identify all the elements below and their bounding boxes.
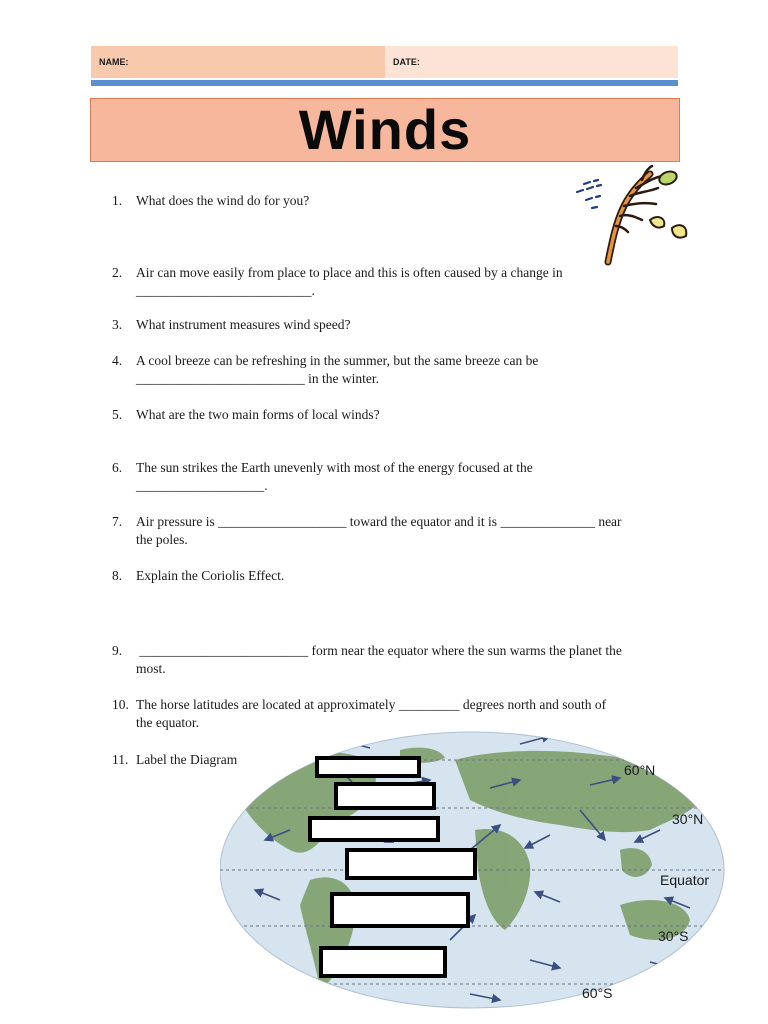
question-number: 4. bbox=[112, 353, 123, 368]
answer-blank[interactable]: ___________________. bbox=[136, 478, 268, 493]
question-text: What are the two main forms of local winds? bbox=[136, 407, 380, 422]
diagram-label-box-2[interactable] bbox=[334, 782, 436, 810]
question-text-continued: the poles. bbox=[136, 532, 188, 547]
header-divider bbox=[91, 80, 678, 86]
question-number: 6. bbox=[112, 460, 123, 475]
latitude-label-equator: Equator bbox=[660, 872, 710, 888]
wind-map-diagram bbox=[220, 730, 726, 1015]
question-text: What instrument measures wind speed? bbox=[136, 317, 351, 332]
page-title: Winds bbox=[298, 98, 472, 161]
question-number: 2. bbox=[112, 265, 123, 280]
windy-tree-icon bbox=[572, 162, 692, 266]
question-text: Air can move easily from place to place and this is often caused by a change in bbox=[136, 265, 563, 280]
diagram-label-box-6[interactable] bbox=[319, 946, 447, 978]
answer-blank[interactable]: _________________________ in the winter. bbox=[136, 371, 379, 386]
date-label: DATE: bbox=[393, 57, 420, 67]
question-text-continued: most. bbox=[136, 661, 166, 676]
question-number: 9. bbox=[112, 643, 123, 658]
question-text: The sun strikes the Earth unevenly with most of the energy focused at the bbox=[136, 460, 533, 475]
diagram-label-box-3[interactable] bbox=[308, 816, 440, 842]
diagram-label-box-5[interactable] bbox=[330, 892, 470, 928]
question-text-continued: the equator. bbox=[136, 715, 199, 730]
name-label: NAME: bbox=[99, 57, 129, 67]
question-text: Label the Diagram bbox=[136, 752, 238, 767]
question-text[interactable]: The horse latitudes are located at approximately _________ degrees north and south of bbox=[136, 697, 607, 712]
answer-blank[interactable]: __________________________. bbox=[136, 283, 315, 298]
question-text: What does the wind do for you? bbox=[136, 193, 310, 208]
diagram-label-box-1[interactable] bbox=[315, 756, 421, 778]
diagram-label-box-4[interactable] bbox=[345, 848, 477, 880]
latitude-label-60n: 60°N bbox=[624, 762, 656, 778]
date-field[interactable] bbox=[385, 46, 678, 78]
name-field[interactable] bbox=[91, 46, 385, 78]
question-number: 1. bbox=[112, 193, 123, 208]
latitude-label-60s: 60°S bbox=[582, 985, 613, 1001]
question-number: 10. bbox=[112, 697, 129, 712]
question-number: 7. bbox=[112, 514, 123, 529]
title-banner bbox=[90, 98, 680, 162]
question-number: 3. bbox=[112, 317, 123, 332]
question-number: 8. bbox=[112, 568, 123, 583]
question-number: 11. bbox=[112, 752, 129, 767]
question-text: Explain the Coriolis Effect. bbox=[136, 568, 285, 583]
question-number: 5. bbox=[112, 407, 123, 422]
question-text[interactable]: Air pressure is ___________________ toward the equator and it is ______________ near bbox=[136, 514, 622, 529]
question-text: A cool breeze can be refreshing in the summer, but the same breeze can be bbox=[136, 353, 539, 368]
header-bar bbox=[91, 46, 678, 78]
latitude-label-30n: 30°N bbox=[672, 811, 704, 827]
question-text[interactable]: _________________________ form near the equator where the sun warms the planet the bbox=[136, 643, 622, 658]
latitude-label-30s: 30°S bbox=[658, 928, 689, 944]
